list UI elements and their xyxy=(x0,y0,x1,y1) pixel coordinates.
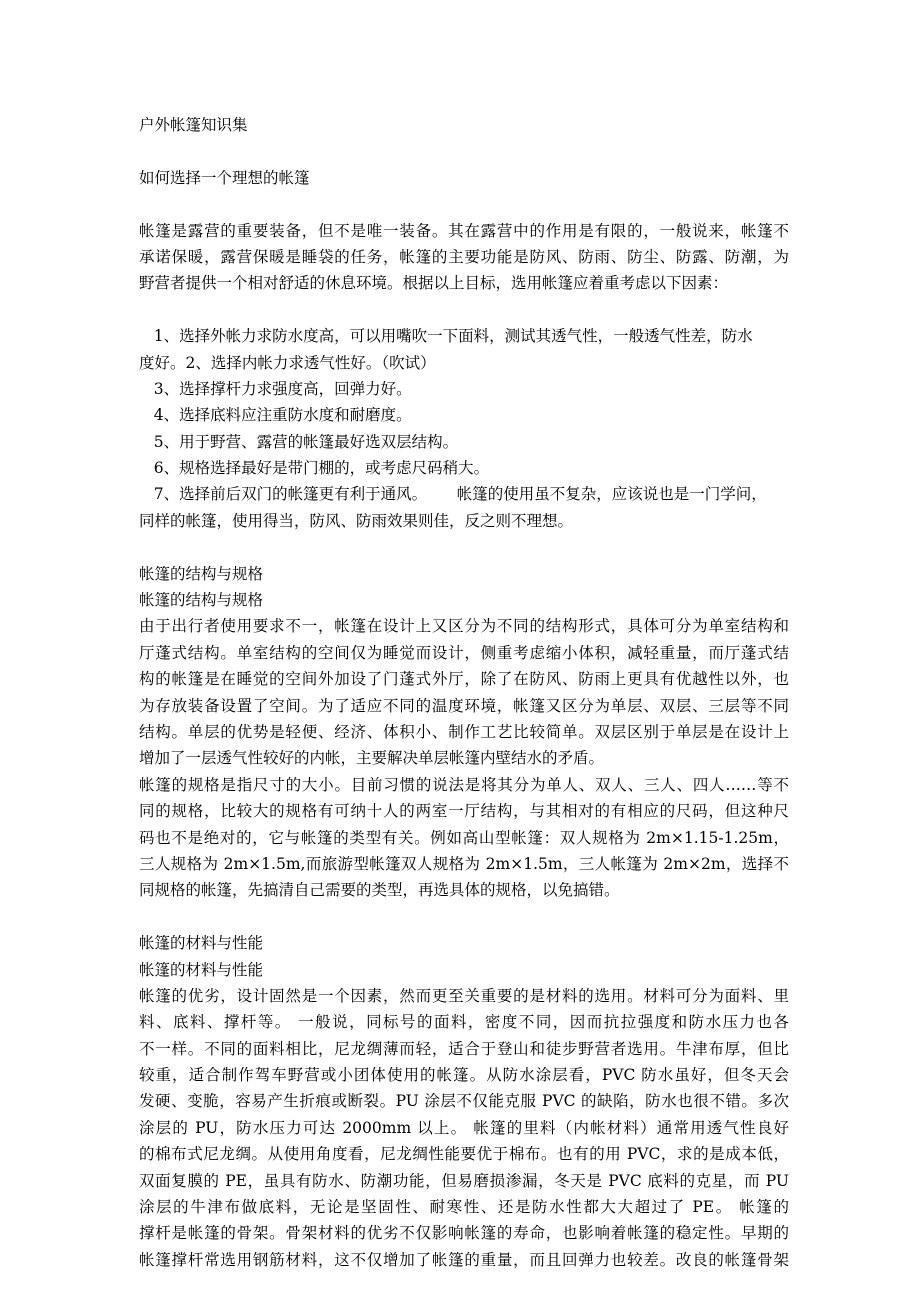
paragraph-line: 发硬、变脆，容易产生折痕或断裂。PU 涂层不仅能克服 PVC 的缺陷，防水也很不错。多次 xyxy=(139,1092,789,1111)
section-subheading-structure: 帐篷的结构与规格 xyxy=(139,591,264,610)
section-heading-choose: 如何选择一个理想的帐篷 xyxy=(139,168,310,187)
paragraph-line: 野营者提供一个相对舒适的休息环境。根据以上目标，选用帐篷应着重考虑以下因素： xyxy=(139,274,729,293)
spacer xyxy=(139,138,789,164)
paragraph-line: 帐篷的优劣，设计固然是一个因素，然而更至关重要的是材料的选用。材料可分为面料、里 xyxy=(139,986,789,1005)
paragraph-line: 帐篷的规格是指尺寸的大小。目前习惯的说法是将其分为单人、双人、三人、四人……等不 xyxy=(139,775,789,794)
paragraph-line: 为存放装备设置了空间。为了适应不同的温度环境，帐篷又区分为单层、双层、三层等不同 xyxy=(139,696,789,715)
paragraph-line: 由于出行者使用要求不一，帐篷在设计上又区分为不同的结构形式，具体可分为单室结构和 xyxy=(139,617,789,636)
paragraph-line: 三人规格为 2m×1.5m,而旅游型帐篷双人规格为 2m×1.5m，三人帐篷为 2m×2m，选择不 xyxy=(139,854,789,873)
list-line: 3、选择撑杆力求强度高，回弹力好。 xyxy=(139,379,412,398)
paragraph-line: 较重，适合制作驾车野营或小团体使用的帐篷。从防水涂层看，PVC 防水虽好，但冬天会 xyxy=(139,1066,789,1085)
list-line: 1、选择外帐力求防水度高，可以用嘴吹一下面料，测试其透气性，一般透气性差，防水 xyxy=(139,327,753,346)
list-line: 度好。2、选择内帐力求透气性好。（吹试） xyxy=(139,353,436,372)
paragraph-line: 帐篷撑杆常选用钢筋材料，这不仅增加了帐篷的重量，而且回弹力也较差。改良的帐篷骨架 xyxy=(139,1250,789,1269)
list-line: 4、选择底料应注重防水度和耐磨度。 xyxy=(139,406,412,425)
spacer xyxy=(139,191,789,217)
paragraph-line: 结构。单层的优势是轻便、经济、体积小、制作工艺比较简单。双层区别于单层是在设计上 xyxy=(139,722,789,741)
choose-intro-paragraph xyxy=(139,218,789,297)
paragraph-line: 撑杆是帐篷的骨架。骨架材料的优劣不仅影响帐篷的寿命，也影响着帐篷的稳定性。早期的 xyxy=(139,1224,789,1243)
paragraph-line: 码也不是绝对的，它与帐篷的类型有关。例如高山型帐篷：双人规格为 2m×1.15-1.25m， xyxy=(139,828,789,847)
paragraph-line: 料、底料、撑杆等。 一般说，同标号的面料，密度不同，因而抗拉强度和防水压力也各 xyxy=(139,1013,789,1032)
list-line: 7、选择前后双门的帐篷更有利于通风。 帐篷的使用虽不复杂，应该说也是一门学问， xyxy=(139,485,767,504)
paragraph-line: 同的规格，比较大的规格有可纳十人的两室一厅结构，与其相对的有相应的尺码，但这种尺 xyxy=(139,802,789,821)
section-heading-material: 帐篷的材料与性能 xyxy=(139,934,264,953)
section-subheading-material: 帐篷的材料与性能 xyxy=(139,960,264,979)
spacer xyxy=(139,534,789,560)
material-paragraph xyxy=(139,983,789,1273)
section-heading-structure: 帐篷的结构与规格 xyxy=(139,564,264,583)
paragraph-line: 承诺保暖，露营保暖是睡袋的任务，帐篷的主要功能是防风、防雨、防尘、防露、防潮，为 xyxy=(139,247,789,266)
paragraph-line: 构的帐篷是在睡觉的空间外加设了门蓬式外厅，除了在防风、防雨上更具有优越性以外，也 xyxy=(139,670,789,689)
document-page xyxy=(139,112,789,1273)
list-line: 6、规格选择最好是带门棚的，或考虑尺码稍大。 xyxy=(139,459,490,478)
paragraph-line: 双面复膜的 PE，虽具有防水、防潮功能，但易磨损渗漏，冬天是 PVC 底料的克星，而 PU xyxy=(139,1171,789,1190)
paragraph-line: 涂层的 PU，防水压力可达 2000mm 以上。 帐篷的里料（内帐材料）通常用透气性良好 xyxy=(139,1118,789,1137)
paragraph-line: 增加了一层透气性较好的内帐，主要解决单层帐篷内壁结水的矛盾。 xyxy=(139,749,605,768)
paragraph-line: 厅蓬式结构。单室结构的空间仅为睡觉而设计，侧重考虑缩小体积，减轻重量，而厅蓬式结 xyxy=(139,643,789,662)
paragraph-line: 不一样。不同的面料相比，尼龙绸薄而轻，适合于登山和徒步野营者选用。牛津布厚，但比 xyxy=(139,1039,789,1058)
list-line: 同样的帐篷，使用得当，防风、防雨效果则佳，反之则不理想。 xyxy=(139,511,574,530)
paragraph-line: 帐篷是露营的重要装备，但不是唯一装备。其在露营中的作用是有限的，一般说来，帐篷不 xyxy=(139,221,789,240)
spacer xyxy=(139,904,789,930)
list-line: 5、用于野营、露营的帐篷最好选双层结构。 xyxy=(139,432,459,451)
document-title: 户外帐篷知识集 xyxy=(139,116,248,134)
choose-factor-list xyxy=(139,323,789,534)
paragraph-line: 的棉布式尼龙绸。从使用角度看，尼龙绸性能要优于棉布。也有的用 PVC，求的是成本低， xyxy=(139,1145,789,1164)
structure-paragraph xyxy=(139,613,789,903)
spacer xyxy=(139,297,789,323)
paragraph-line: 涂层的牛津布做底料，无论是坚固性、耐寒性、还是防水性都大大超过了 PE。 帐篷的 xyxy=(139,1198,789,1217)
paragraph-line: 同规格的帐篷，先搞清自己需要的类型，再选具体的规格，以免搞错。 xyxy=(139,881,620,900)
